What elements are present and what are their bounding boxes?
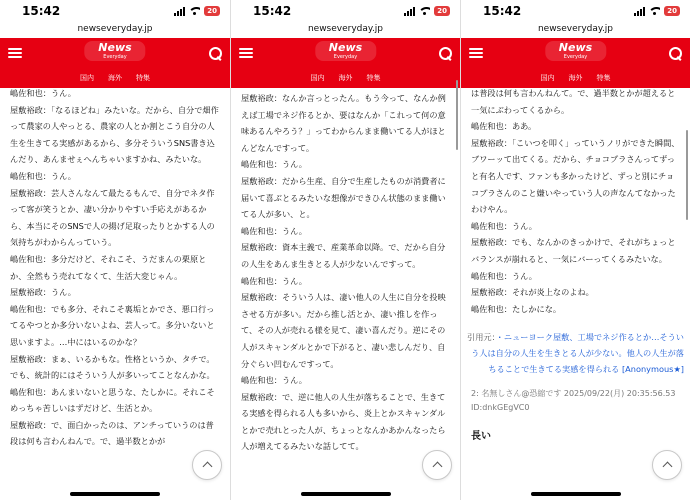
signal-icon: [634, 7, 645, 16]
status-bar: [0, 0, 230, 22]
dialogue-line: 屋敷裕政：うん。: [10, 287, 76, 298]
nav-item-feature[interactable]: 特集: [136, 74, 150, 82]
article-body: [231, 90, 460, 455]
nav-item-domestic[interactable]: 国内: [540, 74, 555, 82]
quote-link[interactable]: ・ニューヨーク屋敷、工場でネジ作るとか…そういう人は自分の人生を生きとる人が少ない。他人の人生が落ちることで生きてる実感を得られる: [471, 332, 684, 375]
nav-item-feature[interactable]: 特集: [366, 74, 381, 82]
battery-icon: 20: [434, 6, 450, 16]
back-to-top-button[interactable]: [192, 450, 222, 480]
site-header: [0, 38, 230, 68]
dialogue-line: 嶋佐和也：うん。: [241, 225, 307, 236]
site-header: [461, 38, 690, 68]
dialogue-line: 屋敷裕政：まぁ、いるかもな。性格というか、タチで。でも、統計的にはそういう人が多いってことなんかな。: [10, 353, 215, 381]
site-logo[interactable]: News Everyday: [98, 41, 132, 60]
dialogue-line: 屋敷裕政：で、面白かったのは、アンチっていうのは普段は何も言わんねんで。で、過半数とかが: [10, 419, 214, 447]
back-to-top-button[interactable]: [422, 450, 452, 480]
menu-icon[interactable]: [469, 48, 483, 58]
site-logo[interactable]: News Everyday: [558, 41, 593, 60]
quote-label: 引用元：: [467, 332, 496, 343]
status-time: 15:42: [483, 4, 522, 18]
site-logo[interactable]: News Everyday: [328, 41, 363, 60]
nav-item-overseas[interactable]: 海外: [338, 74, 353, 82]
dialogue-line: 屋敷裕政：だから生産、自分で生産したものが消費者に届いて喜ぶとるみたいな想像ができひん状態のまま働いてる人が多い、と。: [241, 175, 446, 220]
search-icon[interactable]: [669, 47, 682, 60]
post-meta: 2: 名無しさん@恐縮です 2025/09/22(月) 20:35:56.53 ID:dnkGEgVC0: [471, 389, 676, 413]
dialogue-line: 嶋佐和也：うん。: [241, 159, 307, 170]
dialogue-line: 嶋佐和也：うん。: [10, 88, 76, 98]
url-bar[interactable]: newseveryday.jp: [307, 24, 384, 34]
phone-panel-3: [460, 0, 690, 500]
home-indicator: [70, 492, 160, 496]
battery-icon: 20: [204, 6, 220, 16]
dialogue-line: 屋敷裕政：「こいつを叩く」っていうノリができた瞬間、ブワーッて出てくる。だから、チョコプラさんってずっと有名人です、ファンも多かったけど、ずっと別にチョコプラさんのこと嫌いやっていう人の声なんてなかったわけやん。: [471, 137, 680, 215]
nav-item-feature[interactable]: 特集: [596, 74, 611, 82]
dialogue-line: 屋敷裕政：で、逆に他人の人生が落ちることで、生きてる実感を得られる人も多いから、炎上とかスキャンダルとかで売れとった人が、ちょっとなんかあかんなったら人が増えてるみたいな話してて。: [241, 391, 446, 452]
wifi-icon: [189, 7, 200, 15]
phone-panel-1: [0, 0, 230, 500]
post-body: 長い: [471, 431, 491, 443]
dialogue-line: 嶋佐和也：あんまいないと思うな、たしかに。それこそめっちゃ苦しいはずだけど、生活とか。: [10, 386, 215, 414]
nav-item-overseas[interactable]: 海外: [108, 74, 122, 82]
dialogue-line: 嶋佐和也：うん。: [241, 375, 307, 386]
back-to-top-button[interactable]: [652, 450, 682, 480]
search-icon[interactable]: [439, 47, 452, 60]
menu-icon[interactable]: [239, 48, 253, 58]
signal-icon: [404, 7, 415, 16]
dialogue-line: 屋敷裕政：「なるほどね」みたいな。だから、自分で畑作って農家の人やっとる、農家の人とか割とこう自分の人生を生きてる実感があるから、多分そういうSNS書き込んだり、あんませぇへんちゃいますかね、みたいな。: [10, 104, 219, 165]
article-body: [0, 85, 230, 450]
nav-item-domestic[interactable]: 国内: [80, 74, 94, 82]
quote-author[interactable]: [Anonymous★]: [621, 364, 684, 375]
home-indicator: [301, 492, 391, 496]
dialogue-line: 屋敷裕政：そういう人は、凄い他人の人生に自分を投映させる方が多い。だから推し活とか、凄い推しを作って、その人が売れる様を見て、凄い喜んだり。逆にその人がスキャンダルとかで下がると、凄い悲しんだり、自分ぐらい凹むんですって。: [241, 292, 446, 369]
url-bar[interactable]: newseveryday.jp: [77, 24, 153, 34]
home-indicator: [531, 492, 621, 496]
dialogue-line: 屋敷裕政：資本主義で、産業革命以降。で、だから自分の人生をあんま生きとる人が少ないんですって。: [241, 242, 446, 269]
site-header: [231, 38, 460, 68]
signal-icon: [174, 7, 185, 16]
category-nav: [231, 68, 460, 88]
dialogue-line: 嶋佐和也：うん。: [10, 170, 76, 181]
dialogue-line: 屋敷裕政：でも、なんかのきっかけで、それがちょっとバランスが崩れると、一気にバーってくるみたいな。: [471, 237, 676, 264]
status-bar: [231, 0, 460, 22]
status-bar: [461, 0, 690, 22]
dialogue-line: 嶋佐和也：うん。: [471, 270, 537, 281]
phone-panel-2: [230, 0, 460, 500]
article-body: [461, 85, 690, 317]
dialogue-line: は普段は何も言わんねんて。で、過半数とかが超えると一気にぶわってくるから。: [471, 88, 676, 115]
battery-icon: 20: [664, 6, 680, 16]
scrollbar[interactable]: [686, 130, 688, 220]
source-quote: [461, 317, 690, 377]
dialogue-line: 屋敷裕政：それが炎上なのよね。: [471, 287, 594, 298]
wifi-icon: [419, 7, 430, 15]
dialogue-line: 嶋佐和也：たしかにな。: [471, 303, 562, 314]
dialogue-line: 嶋佐和也：でも多分、それこそ裏垢とかでさ、悪口行ってるやつとか多分いないよね、芸人って。多分いないと思いますよ。…中にはいるのかな？: [10, 303, 215, 347]
dialogue-line: 嶋佐和也：うん。: [241, 275, 307, 286]
status-time: 15:42: [253, 4, 292, 18]
dialogue-line: 屋敷裕政：なんか言っとったん。もう今って、なんか例えば工場でネジ作るとか、要はなんか「これって何の意味あるんやろう？」ってわからんまま働いてる人がほとんどなんですって。: [241, 93, 446, 153]
search-icon[interactable]: [209, 47, 222, 60]
dialogue-line: 屋敷裕政：芸人さんなんて最たるもんで、自分でネタ作って客が笑うとか、凄い分かりやすい手応えがあるから、本当にそのSNSで人の揚げ足取ったりとかする人の気持ちがわからんっていう。: [10, 187, 215, 248]
scrollbar[interactable]: [456, 80, 458, 150]
wifi-icon: [649, 7, 660, 15]
menu-icon[interactable]: [8, 48, 22, 58]
dialogue-line: 嶋佐和也：うん。: [471, 220, 537, 231]
status-time: 15:42: [22, 4, 61, 18]
url-bar[interactable]: newseveryday.jp: [537, 24, 614, 34]
nav-item-overseas[interactable]: 海外: [568, 74, 583, 82]
dialogue-line: 嶋佐和也：ああ。: [471, 121, 537, 132]
nav-item-domestic[interactable]: 国内: [310, 74, 325, 82]
dialogue-line: 嶋佐和也：多分だけど、それこそ、うだまんの栗原とか、全然もう売れてなくて、生活大変じゃん。: [10, 253, 207, 281]
